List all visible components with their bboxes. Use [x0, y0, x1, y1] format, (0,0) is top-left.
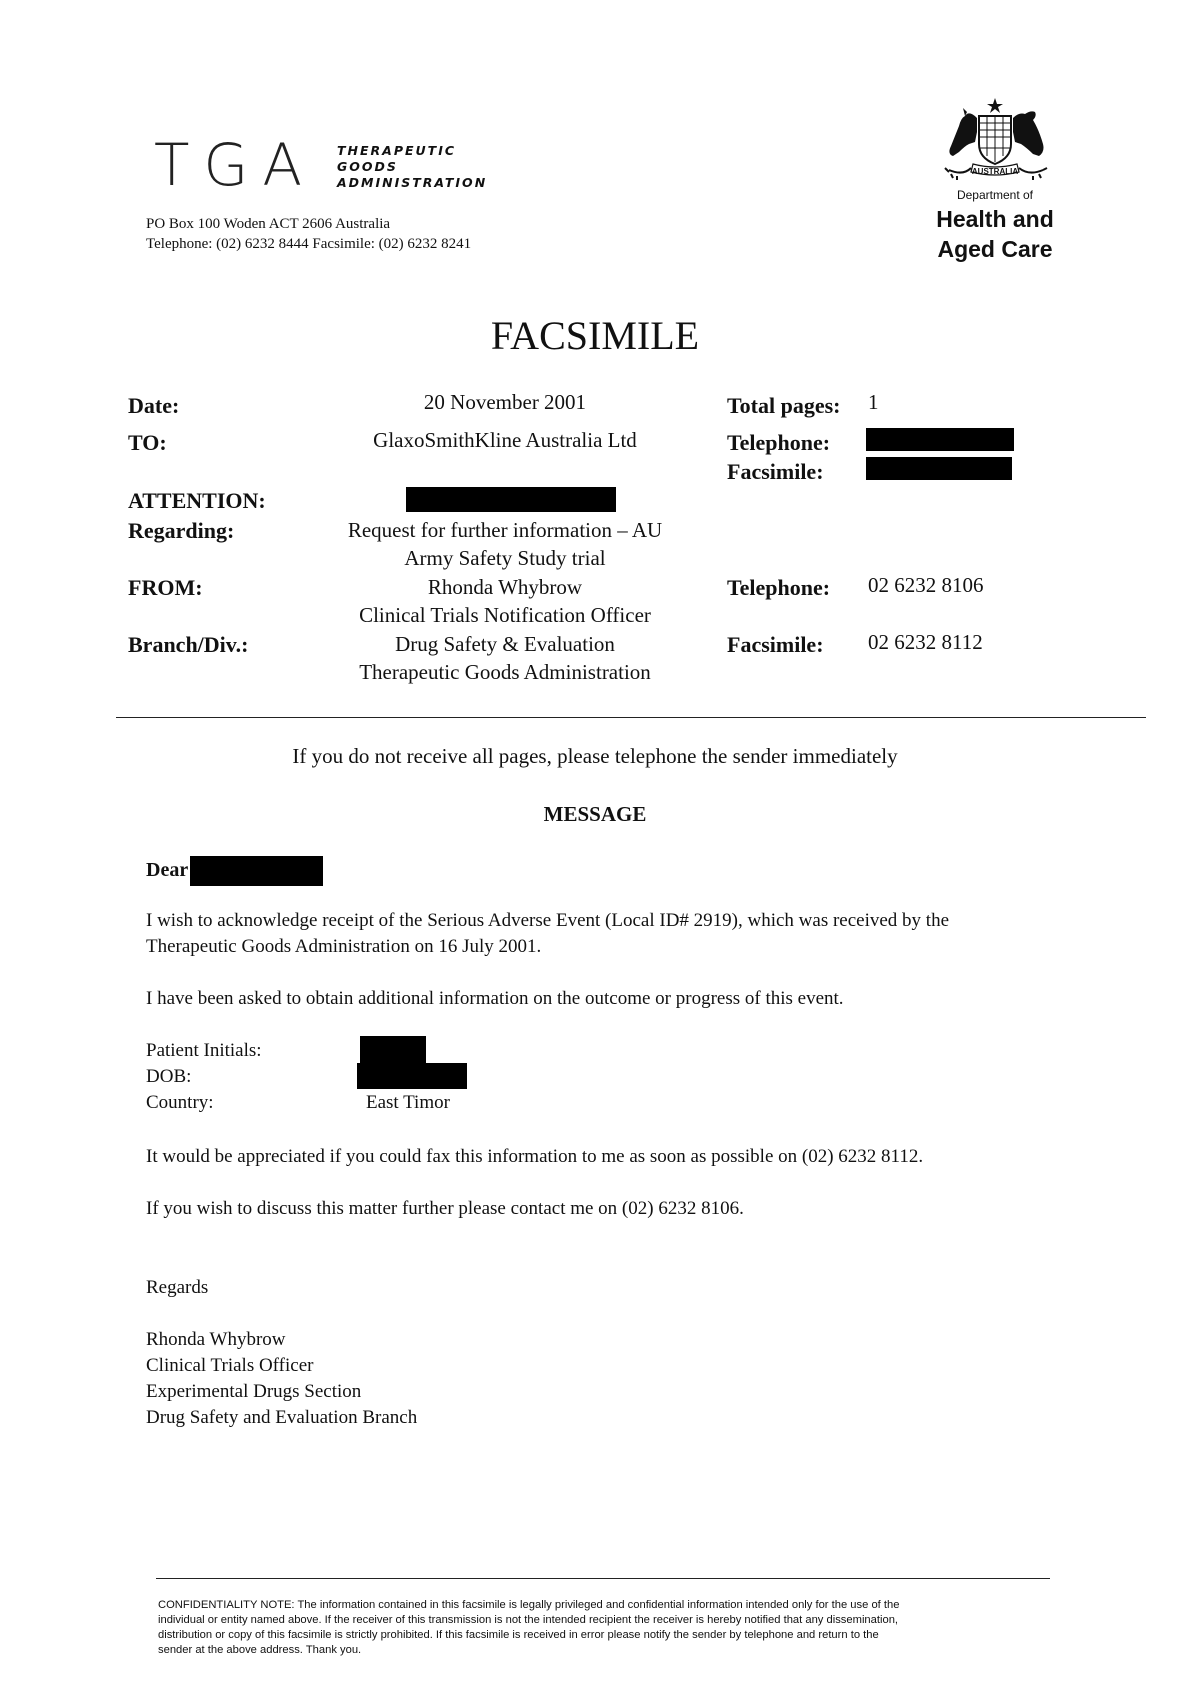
confidentiality-line-2: individual or entity named above. If the receiver of this transmission is not the intended recipient the receiver is hereby notified that any dissemination,: [158, 1614, 899, 1626]
tga-logo-words: [337, 143, 487, 191]
from-telephone-label: Telephone:: [727, 575, 831, 600]
branch-value: [280, 630, 730, 686]
dept-of-label: Department of: [956, 188, 1034, 202]
from-name: Rhonda Whybrow: [427, 575, 583, 599]
signature-branch: Drug Safety and Evaluation Branch: [146, 1407, 418, 1428]
total-pages-value: 1: [868, 390, 879, 414]
dept-name-line-2: Aged Care: [937, 236, 1053, 262]
tga-word-administration: ADMINISTRATION: [337, 175, 488, 190]
from-telephone-value: 02 6232 8106: [868, 573, 984, 597]
confidentiality-line-4: sender at the above address. Thank you.: [158, 1644, 362, 1656]
address-line-1: PO Box 100 Woden ACT 2606 Australia: [146, 216, 391, 232]
dept-name-line-1: Health and: [936, 206, 1054, 232]
branch-line-2: Therapeutic Goods Administration: [359, 660, 651, 684]
country-value: East Timor: [366, 1092, 450, 1113]
footer-divider: [156, 1578, 1050, 1579]
signature-name: Rhonda Whybrow: [146, 1329, 286, 1350]
signature-block: [146, 1327, 417, 1431]
tga-logo-letters: TGA: [154, 131, 317, 199]
total-pages-label: Total pages:: [727, 393, 841, 418]
to-facsimile-label: Facsimile:: [727, 459, 824, 484]
paragraph-request: I have been asked to obtain additional information on the outcome or progress of this event.: [146, 988, 844, 1009]
date-value: 20 November 2001: [423, 390, 587, 414]
confidentiality-note: [158, 1598, 1058, 1658]
regarding-line-2: Army Safety Study trial: [404, 546, 606, 570]
patient-initials-label: Patient Initials:: [146, 1040, 262, 1061]
signature-section: Experimental Drugs Section: [146, 1381, 362, 1402]
redacted-attention: [406, 487, 616, 512]
dob-label: DOB:: [146, 1066, 192, 1087]
paragraph-fax-request: It would be appreciated if you could fax this information to me as soon as possible on (02) 6232 8112.: [146, 1146, 924, 1167]
from-title: Clinical Trials Notification Officer: [359, 603, 651, 627]
branch-label: Branch/Div.:: [128, 632, 249, 657]
coat-of-arms-icon: [935, 96, 1055, 188]
crest-banner-text: AUSTRALIA: [971, 167, 1019, 176]
date-label: Date:: [128, 393, 180, 418]
confidentiality-line-1: CONFIDENTIALITY NOTE: The information contained in this facsimile is legally privileged and confidential information intended only for the use of the: [158, 1599, 900, 1611]
dept-name: [915, 204, 1075, 264]
closing: Regards: [146, 1277, 209, 1298]
page-title: FACSIMILE: [490, 313, 700, 358]
address-line-2: Telephone: (02) 6232 8444 Facsimile: (02) 6232 8241: [146, 236, 472, 252]
signature-title: Clinical Trials Officer: [146, 1355, 314, 1376]
redacted-facsimile: [866, 457, 1012, 480]
paragraph-contact: If you wish to discuss this matter further please contact me on (02) 6232 8106.: [146, 1198, 744, 1219]
regarding-value: [280, 516, 730, 572]
paragraph-acknowledge: [146, 908, 1146, 960]
from-value: [280, 573, 730, 629]
from-label: FROM:: [128, 575, 203, 600]
branch-facsimile-value: 02 6232 8112: [868, 630, 983, 654]
message-heading: MESSAGE: [543, 802, 647, 826]
to-value: GlaxoSmithKline Australia Ltd: [373, 428, 637, 452]
to-label: TO:: [128, 430, 167, 455]
attention-label: ATTENTION:: [128, 488, 266, 513]
redacted-telephone: [866, 428, 1014, 451]
regarding-label: Regarding:: [128, 518, 235, 543]
paragraph-acknowledge-line-2: Therapeutic Goods Administration on 16 July 2001.: [146, 936, 542, 957]
branch-facsimile-label: Facsimile:: [727, 632, 824, 657]
regarding-line-1: Request for further information – AU: [347, 518, 663, 542]
confidentiality-line-3: distribution or copy of this facsimile is strictly prohibited. If this facsimile is received in error please notify the sender by telephone and return to the: [158, 1629, 879, 1641]
redacted-dob: [357, 1063, 467, 1089]
tga-word-therapeutic: THERAPEUTIC: [337, 143, 457, 158]
to-telephone-label: Telephone:: [727, 430, 831, 455]
pages-notice: If you do not receive all pages, please telephone the sender immediately: [292, 744, 898, 768]
header-divider: [116, 717, 1146, 718]
branch-line-1: Drug Safety & Evaluation: [395, 632, 615, 656]
country-label: Country:: [146, 1092, 214, 1113]
salutation: Dear: [146, 859, 189, 881]
paragraph-acknowledge-line-1: I wish to acknowledge receipt of the Serious Adverse Event (Local ID# 2919), which was received by the: [146, 910, 950, 931]
tga-word-goods: GOODS: [337, 159, 398, 174]
tga-address: [146, 214, 471, 254]
redacted-recipient-name: [190, 856, 323, 886]
redacted-patient-initials: [360, 1036, 426, 1064]
